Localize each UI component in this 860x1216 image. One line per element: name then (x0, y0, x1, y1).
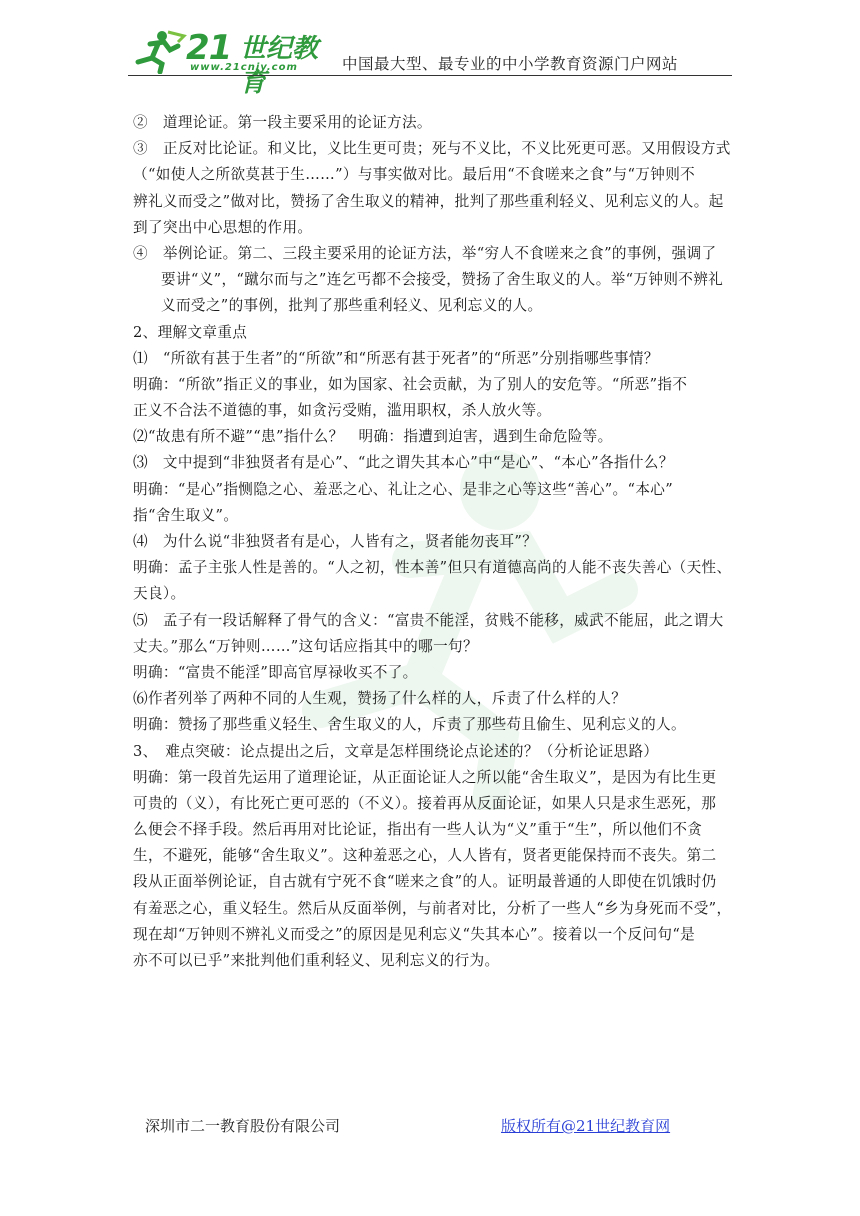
answer-line: 生，不避死，能够“舍生取义”。这种羞恶之心，人人皆有，贤者更能保持而不丧失。第二 (133, 847, 717, 865)
answer-line: 明确：“所欲”指正义的事业，如为国家、社会贡献，为了别人的安危等。“所恶”指不 (133, 375, 688, 393)
answer-line: 指“舍生取义”。 (133, 506, 239, 524)
answer-line: 明确：赞扬了那些重义轻生、舍生取义的人，斥责了那些苟且偷生、见利忘义的人。 (133, 716, 686, 734)
text-line: 义而受之”的事例，批判了那些重利轻义、见利忘义的人。 (161, 297, 543, 315)
text-line: 辨礼义而受之”做对比，赞扬了舍生取义的精神，批判了那些重利轻义、见利忘义的人。起 (133, 192, 724, 210)
answer-line: 明确：“是心”指恻隐之心、羞恶之心、礼让之心、是非之心等这些“善心”。“本心” (133, 480, 674, 498)
answer-line: 亦不可以已乎”来批判他们重利轻义、见利忘义的行为。 (133, 952, 500, 969)
text-line: 要讲“义”，“蹴尔而与之”连乞丐都不会接受，赞扬了舍生取义的人。举“万钟则不辨礼 (161, 271, 724, 289)
question-line: ⑸ 孟子有一段话解释了骨气的含义：“富贵不能淫，贫贱不能移，威武不能屈，此之谓大 (133, 611, 724, 629)
answer-line: 明确：“富贵不能淫”即高官厚禄收买不了。 (133, 663, 418, 681)
question-line: ⑶ 文中提到“非独贤者有是心”、“此之谓失其本心”中“是心”、“本心”各指什么？ (133, 454, 674, 472)
footer-company: 深圳市二一教育股份有限公司 (145, 1117, 341, 1135)
text-line: （“如使人之所欲莫甚于生……”）与事实做对比。最后用“不食嗟来之食”与“万钟则不 (133, 166, 696, 184)
question-line: 丈夫。”那么“万钟则……”这句话应指其中的哪一句？ (133, 637, 478, 655)
header-tagline: 中国最大型、最专业的中小学教育资源门户网站 (342, 55, 679, 73)
runner-logo-icon (128, 28, 188, 74)
question-line: ⑷ 为什么说“非独贤者有是心，人皆有之，贤者能勿丧耳”？ (133, 533, 538, 550)
section-heading: 3、 难点突破：论点提出之后，文章是怎样围绕论点论述的？（分析论证思路） (133, 742, 659, 760)
answer-line: 段从正面举例论证，自古就有宁死不食“嗟来之食”的人。证明最普通的人即使在饥饿时仍 (133, 873, 717, 891)
answer-line: 天良）。 (133, 585, 186, 603)
answer-line: 有羞恶之心，重义轻生。然后从反面举例，与前者对比，分析了一些人“乡为身死而不受”， (133, 899, 732, 917)
answer-line: 可贵的（义），有比死亡更可恶的（不义）。接着再从反面论证，如果人只是求生恶死，那 (133, 794, 717, 812)
text-line: 到了突出中心思想的作用。 (133, 218, 313, 236)
header-divider (128, 75, 732, 76)
question-line: ⑴ “所欲有甚于生者”的“所欲”和“所恶有甚于死者”的“所恶”分别指哪些事情？ (133, 349, 659, 367)
site-logo[interactable] (128, 28, 338, 98)
logo-text: 世纪教育 (240, 34, 319, 98)
text-line: ④ 举例论证。第二、三段主要采用的论证方法，举“穷人不食嗟来之食”的事例，强调了 (133, 244, 717, 262)
answer-line: 正义不合法不道德的事，如贪污受贿，滥用职权，杀人放火等。 (133, 402, 552, 420)
page-footer (145, 1115, 685, 1139)
question-line: ⑹作者列举了两种不同的人生观，赞扬了什么样的人，斥责了什么样的人？ (133, 690, 627, 708)
answer-line: 明确：孟子主张人性是善的。“人之初，性本善”但只有道德高尚的人能不丧失善心（天性、 (133, 559, 732, 577)
page-header (128, 28, 732, 98)
text-line: ② 道理论证。第一段主要采用的论证方法。 (133, 114, 432, 131)
answer-line: 明确：第一段首先运用了道理论证，从正面论证人之所以能“舍生取义”，是因为有比生更 (133, 768, 717, 786)
logo-url: www.21cnjy.com (190, 62, 298, 73)
answer-line: 现在却“万钟则不辨礼义而受之”的原因是见利忘义“失其本心”。接着以一个反问句“是 (133, 925, 696, 943)
footer-copyright-link[interactable]: 版权所有@21世纪教育网 (501, 1117, 671, 1135)
section-heading: 2、理解文章重点 (133, 323, 248, 341)
document-body (133, 110, 732, 974)
logo-number: 21 (186, 28, 232, 68)
answer-line: 么便会不择手段。然后再用对比论证，指出有一些人认为“义”重于“生”，所以他们不贪 (133, 821, 703, 839)
text-line: ③ 正反对比论证。和义比，义比生更可贵；死与不义比，不义比死更可恶。又用假设方式 (133, 140, 731, 158)
question-line: ⑵“故患有所不避”“患”指什么？ 明确：指遭到迫害，遇到生命危险等。 (133, 428, 613, 446)
